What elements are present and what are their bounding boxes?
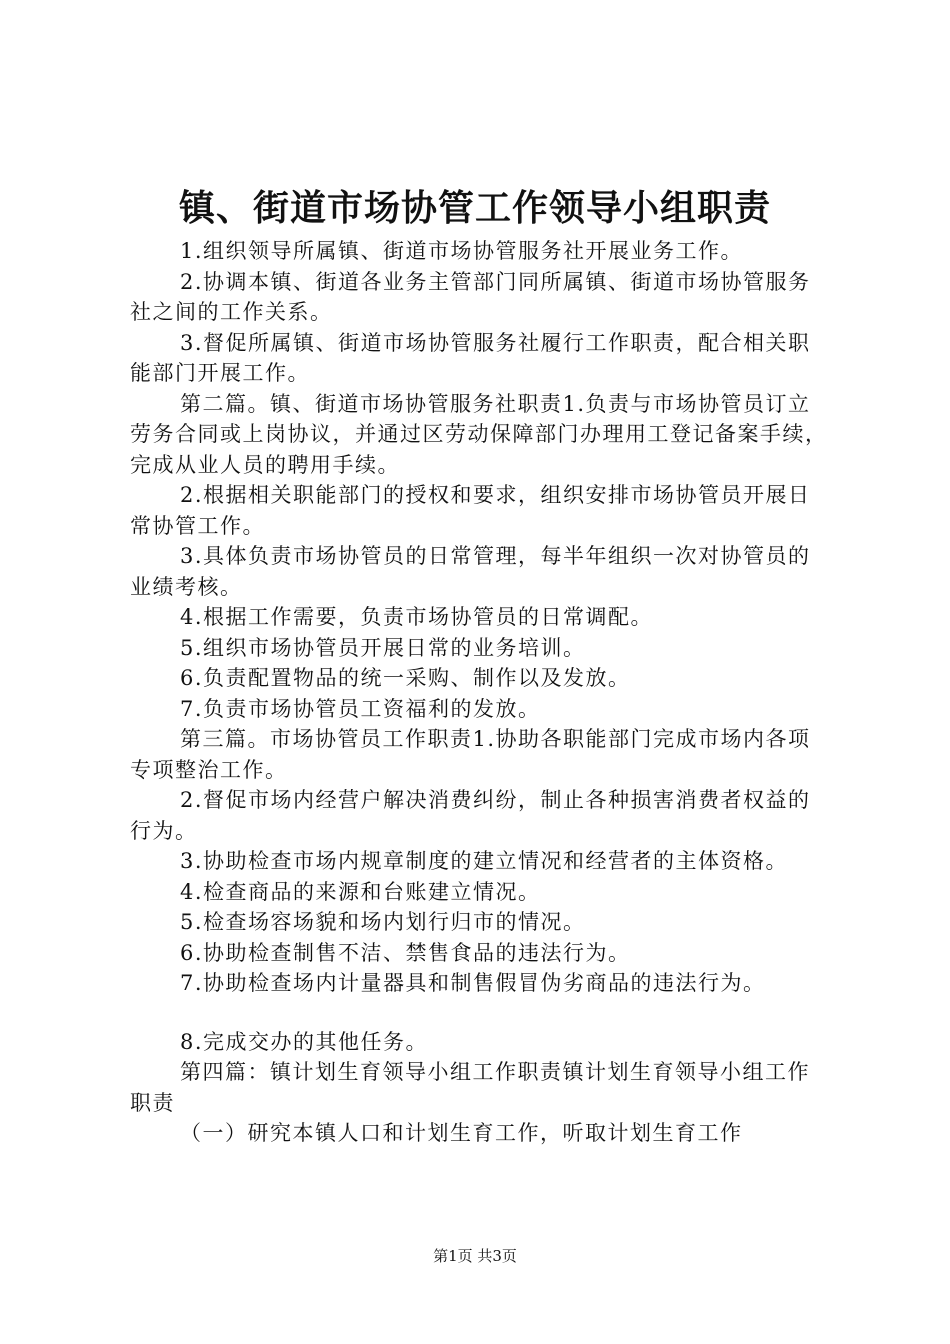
paragraph-12: 2.督促市场内经营户解决消费纠纷，制止各种损害消费者权益的行为。 xyxy=(130,788,811,843)
paragraph-10: 7.负责市场协管员工资福利的发放。 xyxy=(180,696,541,721)
paragraph-9: 6.负责配置物品的统一采购、制作以及发放。 xyxy=(180,666,631,690)
paragraph-16: 6.协助检查制售不洁、禁售食品的违法行为。 xyxy=(180,940,631,965)
document-title: 镇、街道市场协管工作领导小组职责 xyxy=(178,187,771,229)
paragraph-13: 3.协助检查市场内规章制度的建立情况和经营者的主体资格。 xyxy=(180,849,789,873)
paragraph-18: 8.完成交办的其他任务。 xyxy=(180,1029,429,1054)
paragraph-20: （一）研究本镇人口和计划生育工作，听取计划生育工作 xyxy=(180,1121,743,1145)
paragraph-17: 7.协助检查场内计量器具和制售假冒伪劣商品的违法行为。 xyxy=(180,971,766,995)
paragraph-7: 4.根据工作需要，负责市场协管员的日常调配。 xyxy=(180,605,654,629)
paragraph-8: 5.组织市场协管员开展日常的业务培训。 xyxy=(180,635,586,660)
section-4-heading-paragraph: 第四篇：镇计划生育领导小组工作职责镇计划生育领导小组工作职责 xyxy=(130,1060,810,1115)
page-number-footer: 第1页 共3页 xyxy=(433,1247,517,1265)
paragraph-1: 1.组织领导所属镇、街道市场协管服务社开展业务工作。 xyxy=(180,239,744,263)
section-3-heading-paragraph: 第三篇。市场协管员工作职责1.协助各职能部门完成市场内各项专项整治工作。 xyxy=(130,727,811,782)
paragraph-6: 3.具体负责市场协管员的日常管理，每半年组织一次对协管员的业绩考核。 xyxy=(130,544,811,599)
document-body xyxy=(130,236,830,1149)
paragraph-2: 2.协调本镇、街道各业务主管部门同所属镇、街道市场协管服务社之间的工作关系。 xyxy=(130,269,811,324)
paragraph-14: 4.检查商品的来源和台账建立情况。 xyxy=(180,879,541,904)
paragraph-15: 5.检查场容场貌和场内划行归市的情况。 xyxy=(180,910,586,934)
section-2-heading-paragraph: 第二篇。镇、街道市场协管服务社职责1.负责与市场协管员订立劳务合同或上岗协议，并通过区劳动保障部门办理用工登记备案手续，完成从业人员的聘用手续。 xyxy=(130,391,828,477)
paragraph-3: 3.督促所属镇、街道市场协管服务社履行工作职责，配合相关职能部门开展工作。 xyxy=(130,330,811,385)
paragraph-5: 2.根据相关职能部门的授权和要求，组织安排市场协管员开展日常协管工作。 xyxy=(130,483,811,538)
